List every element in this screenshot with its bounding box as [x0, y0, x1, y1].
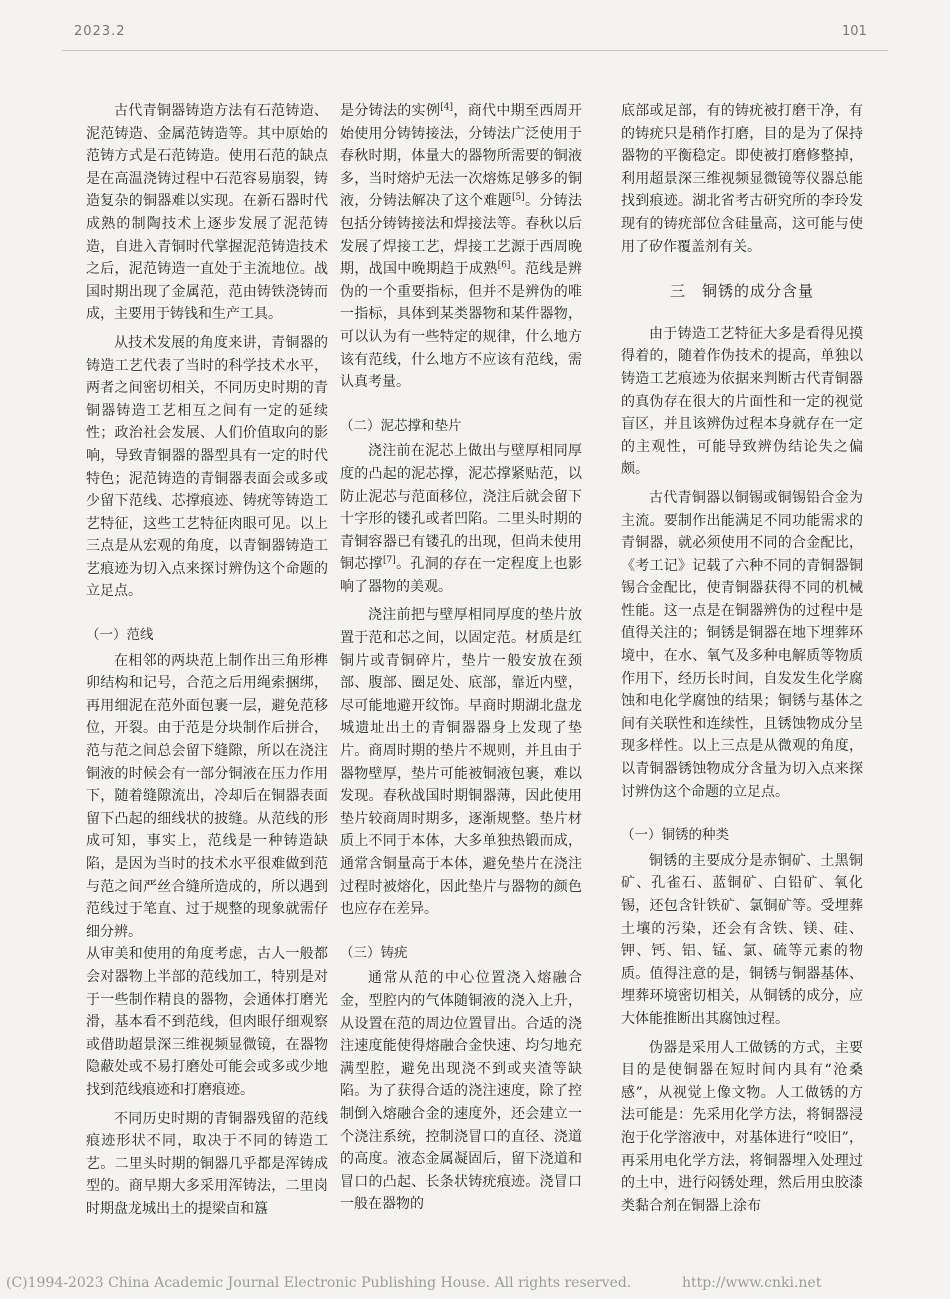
text-segment: ，商代中期至西周开始使用分铸铸接法，分铸法广泛使用于春秋时期，体量大的器物所需要的铜液多，当时熔炉无法一次熔炼足够多的铜液，分铸法解决了这个难题	[340, 103, 582, 210]
column-middle	[340, 100, 582, 1216]
text-segment: 浇注前在泥芯上做出与壁厚相同厚度的凸起的泥芯撑，泥芯撑紧贴范，以防止泥芯与范面移位，浇注后就会留下十字形的镂孔或者凹陷。二里头时期的青铜容器已有镂孔的出现，但尚未使用铜芯撑	[340, 443, 582, 573]
paragraph-clay-core-supports	[340, 440, 582, 598]
subheading-casting-warts: （三）铸疣	[340, 944, 408, 961]
paragraph-alloy-ratios: 古代青铜器以铜锡或铜锡铅合金为主流。要制作出能满足不同功能需求的青铜器，就必须使用不同的合金配比，《考工记》记载了六种不同的青铜器铜锡合金配比，使青铜器获得不同的机械性能。这一点是在铜器辨伪的过程中是值得关注的；铜锈是铜器在地下埋葬环境中，在水、氧气及多种电解质等物质作用下，经历长时间，自发发生化学腐蚀和电化学腐蚀的结果；铜锈与基体之间有关联性和连续性，且锈蚀物成分呈现多样性。以上三点是从微观的角度，以青铜器锈蚀物成分含量为切入点来探讨辨伪这个命题的立足点。	[621, 489, 863, 800]
paragraph-split-casting	[340, 100, 582, 394]
paragraph-mold-line-polishing: 从审美和使用的角度考虑，古人一般都会对器物上半部的范线加工，特别是对于一些制作精良的器物，会通体打磨光滑，基本看不到范线，但肉眼仔细观察或借助超景深三维视频显微镜，在器物隐蔽处或不易打磨处可能会或多或少地找到范线痕迹和打磨痕迹。	[86, 946, 328, 1098]
paragraph-wart-polishing: 底部或足部，有的铸疣被打磨干净，有的铸疣只是稍作打磨，目的是为了保持器物的平衡稳定。即使被打磨修整掉，利用超景深三维视频显微镜等仪器总能找到痕迹。湖北省考古研究所的李玲发现有的铸疣部位含硅量高，这可能与使用了矽作覆盖剂有关。	[621, 103, 863, 255]
subheading-core-supports: （二）泥芯撑和垫片	[340, 417, 462, 434]
section-heading-rust-composition: 三 铜锈的成分含量	[669, 282, 814, 301]
paragraph-pouring-system: 通常从范的中心位置浇入熔融合金，型腔内的气体随铜液的浇入上升，从设置在范的周边位置冒出。合适的浇注速度能使得熔融合金快速、均匀地充满型腔，避免出现浇不到或夹渣等缺陷。为了获得合适的浇注速度，除了控制倒入熔融合金的速度外，还会建立一个浇注系统，控制浇冒口的直径、浇道的高度。液态金属凝固后，留下浇道和冒口的凸起、长条状铸疣痕迹。浇冒口一般在器物的	[340, 970, 582, 1213]
paragraph-mold-line-formation: 在相邻的两块范上制作出三角形榫卯结构和记号，合范之后用绳索捆绑，再用细泥在范外面包裹一层，避免范移位，开裂。由于范是分块制作后拼合，范与范之间总会留下缝隙，所以在浇注铜液的时候会有一部分铜液在压力作用下，随着缝隙流出，冷却后在铜器表面留下凸起的细线状的披缝。从范线的形成可知，事实上，范线是一种铸造缺陷，是因为当时的技术水平很难做到范与范之间严丝合缝所造成的，所以遇到范线过于笔直、过于规整的现象就需仔细分辨。	[86, 652, 328, 940]
subheading-rust-types: （一）铜锈的种类	[621, 827, 729, 844]
reference-5: [5]	[511, 192, 525, 203]
column-left	[86, 100, 328, 1221]
header-rule	[62, 50, 888, 51]
paragraph-casting-methods: 古代青铜器铸造方法有石范铸造、泥范铸造、金属范铸造等。其中原始的范铸方式是石范铸造。使用石范的缺点是在高温浇铸过程中石范容易崩裂，铸造复杂的铜器难以实现。在新石器时代成熟的制陶技术上逐步发展了泥范铸造，自进入青铜时代掌握泥范铸造技术之后，泥范铸造一直处于主流地位。战国时期出现了金属范，范由铸铁浇铸而成，主要用于铸钱和生产工具。	[86, 103, 328, 323]
footer	[6, 1275, 822, 1291]
reference-6: [6]	[497, 260, 511, 271]
copyright-notice: (C)1994-2023 China Academic Journal Electronic Publishing House. All rights reserved.	[6, 1275, 632, 1291]
text-segment: 是分铸法的实例	[340, 103, 441, 119]
paragraph-rust-components: 铜锈的主要成分是赤铜矿、土黑铜矿、孔雀石、蓝铜矿、白铅矿、氧化锡，还包含针铁矿、氯铜矿等。受埋葬土壤的污染，还会有含铁、镁、硅、钾、钙、铝、锰、氯、硫等元素的物质。值得注意的是，铜锈与铜器基体、埋葬环境密切相关，从铜锈的成分，应大体能推断出其腐蚀过程。	[621, 852, 863, 1027]
paragraph-mold-line-periods: 不同历史时期的青铜器残留的范线痕迹形状不同，取决于不同的铸造工艺。二里头时期的铜器几乎都是浑铸成型的。商早期大多采用浑铸法，二里岗时期盘龙城出土的提梁卣和簋	[86, 1110, 328, 1217]
page-number: 101	[842, 24, 867, 39]
paragraph-technology-development: 从技术发展的角度来讲，青铜器的铸造工艺代表了当时的科学技术水平，两者之间密切相关，不同历史时期的青铜器铸造工艺相互之间有一定的延续性；政治社会发展、人们价值取向的影响，导致青铜器的器型具有一定的时代特色；泥范铸造的青铜器表面会或多或少留下范线、芯撑痕迹、铸疣等铸造工艺特征，这些工艺特征肉眼可见。以上三点是从宏观的角度，以青铜器铸造工艺痕迹为切入点来探讨辨伪这个命题的立足点。	[86, 334, 328, 600]
paragraph-artificial-rust: 伪器是采用人工做锈的方式，主要目的是使铜器在短时间内具有“沧桑感”，从视觉上像文物。人工做锈的方法可能是：先采用化学方法，将铜器浸泡于化学溶液中，对基体进行“咬旧”，再采用电化学方法，将铜器埋入处理过的土中，进行闷锈处理，然后用虫胶漆类黏合剂在铜器上涂布	[621, 1039, 863, 1214]
text-segment: 。分铸法包括分铸铸接法和焊接法等。春秋以后发展了焊接工艺，焊接工艺源于西周晚期，战国中晚期趋于成熟	[340, 193, 582, 278]
column-right	[621, 100, 863, 1217]
footer-url: http://www.cnki.net	[682, 1275, 822, 1291]
text-segment: 。孔洞的存在一定程度上也影响了器物的美观。	[340, 556, 582, 595]
paragraph-limitations: 由于铸造工艺特征大多是看得见摸得着的，随着作伪技术的提高，单独以铸造工艺痕迹为依据来判断古代青铜器的真伪存在很大的片面性和一定的视觉盲区，并且该辨伪过程本身就存在一定的主观性，可能导致辨伪结论失之偏颇。	[621, 325, 863, 478]
subheading-mold-lines: （一）范线	[86, 627, 154, 644]
reference-7: [7]	[382, 555, 396, 566]
reference-4: [4]	[440, 102, 454, 113]
text-segment: 。范线是辨伪的一个重要指标，但并不是辨伪的唯一指标，具体到某类器物和某件器物，可以认为有一些特定的规律，什么地方该有范线，什么地方不应该有范线，需认真考量。	[340, 261, 582, 391]
paragraph-spacers: 浇注前把与壁厚相同厚度的垫片放置于范和芯之间，以固定范。材质是红铜片或青铜碎片，垫片一般安放在颈部、腹部、圈足处、底部，靠近内壁，尽可能地避开纹饰。早商时期湖北盘龙城遗址出土的青铜器器身上发现了垫片。商周时期的垫片不规则，并且由于器物壁厚，垫片可能被铜液包裹，难以发现。春秋战国时期铜器薄，因此使用垫片较商周时期多，逐渐规整。垫片材质上不同于本体，大多单独热锻而成，通常含铜量高于本体，避免垫片在浇注过程时被熔化，因此垫片与器物的颜色也应存在差异。	[340, 607, 582, 918]
journal-year: 2023.2	[74, 24, 126, 39]
